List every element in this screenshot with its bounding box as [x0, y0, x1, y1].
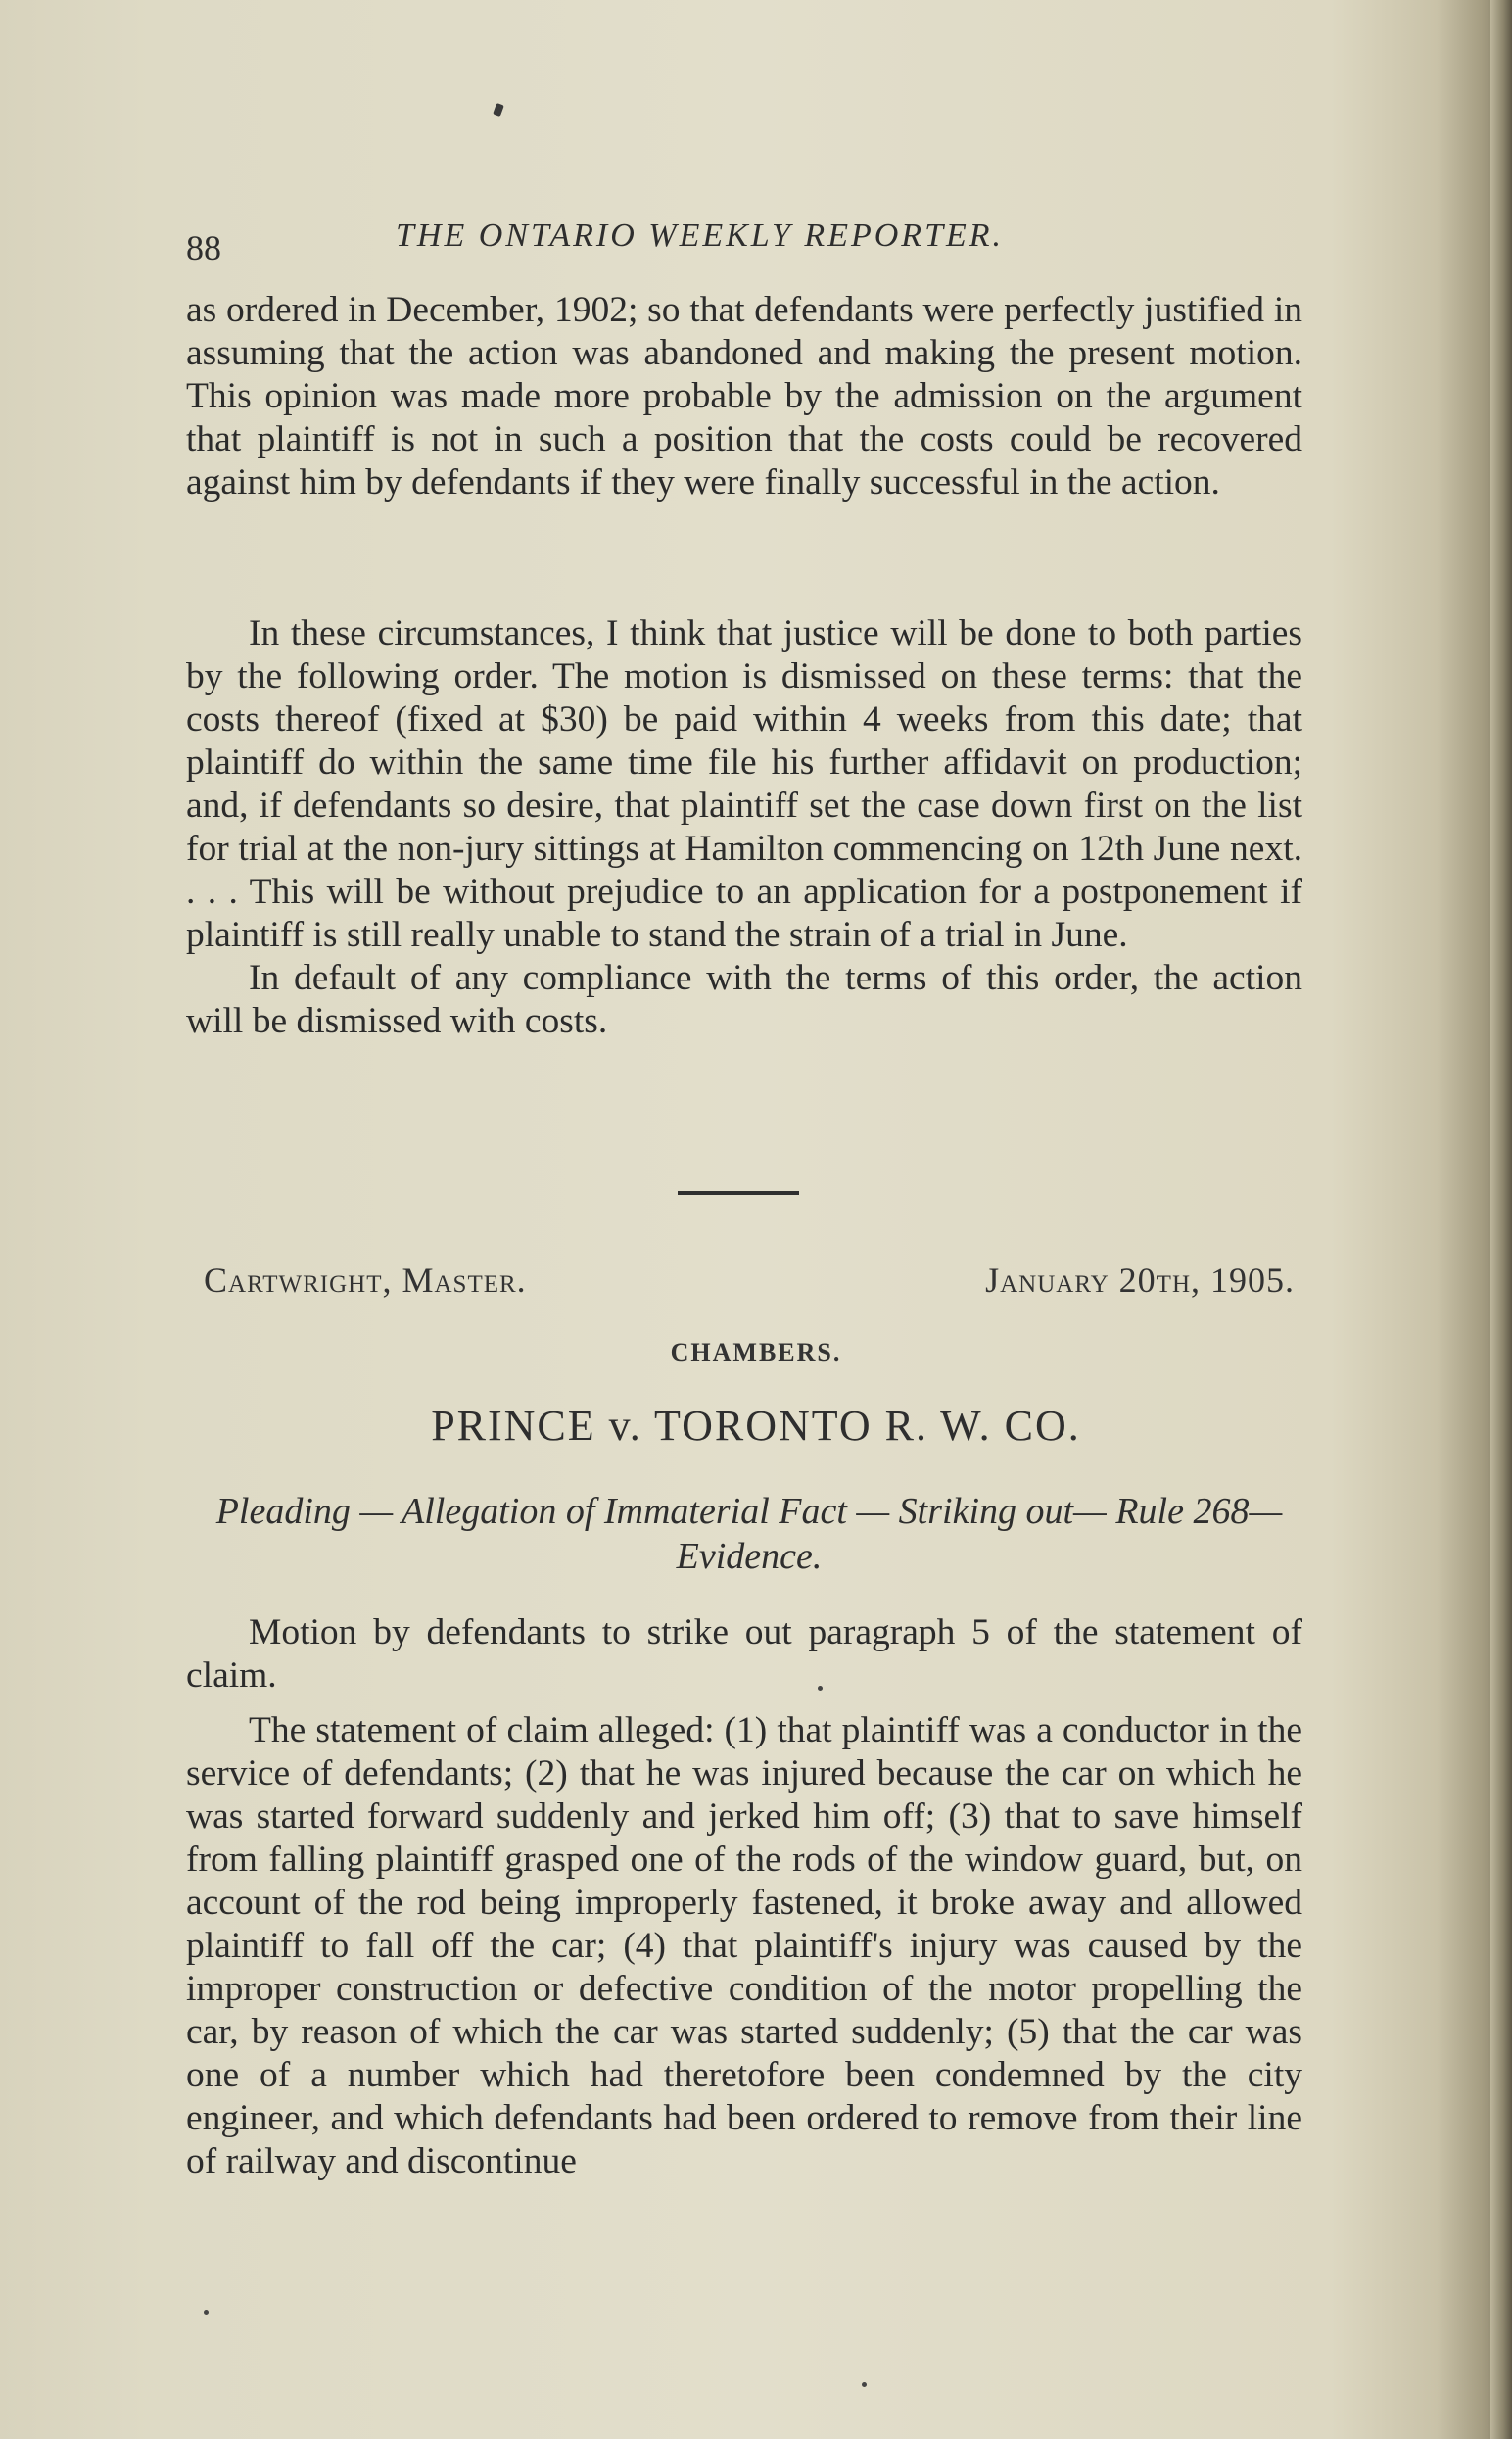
paragraph-statement	[186, 1709, 1302, 2183]
page-edge-shadow	[1490, 0, 1512, 2439]
paragraph-text: The statement of claim alleged: (1) that plaintiff was a conductor in the service of defendants; (2) that he was injured because the car on which he was started forward suddenly and jerked him off; (3) that to save himself from falling plaintiff grasped one of the rods of the window guard, but, on account of the rod being improperly fastened, it broke away and allowed plaintiff to fall off the car; (4) that plaintiff's injury was caused by the improper construction or defective condition of the motor propelling the car, by reason of which the car was started suddenly; (5) that the car was one of a number which had theretofore been condemned by the city engineer, and which defendants had been ordered to remove from their line of railway and discontinue	[186, 1710, 1302, 2181]
journal-title: THE ONTARIO WEEKLY REPORTER.	[396, 217, 1005, 254]
section-divider	[678, 1191, 799, 1195]
page-number: 88	[186, 228, 221, 267]
paragraph-text: In these circumstances, I think that justice will be done to both parties by the following order. The motion is dismissed on these terms: that the costs thereof (fixed at $30) be paid within 4 weeks from this date; that plaintiff do within the same time file his further affidavit on production; and, if defendants so desire, that plaintiff set the case down first on the list for trial at the non-jury sittings at Hamilton commencing on 12th June next. . . . This will be without prejudice to an application for a postponement if plaintiff is still really unable to stand the strain of a trial in June.	[186, 613, 1302, 955]
paragraph-text: In default of any compliance with the terms of this order, the action will be dismissed with costs.	[186, 958, 1302, 1041]
case-title: PRINCE v. TORONTO R. W. CO.	[431, 1402, 1081, 1450]
running-head	[186, 217, 1302, 276]
paragraph-continuation	[186, 289, 1302, 504]
speck	[862, 2382, 867, 2387]
ink-mark	[493, 103, 504, 117]
paragraph-text: Motion by defendants to strike out paragraph 5 of the statement of claim.	[186, 1612, 1302, 1696]
paragraph-order	[186, 612, 1302, 1043]
case-date: January 20th, 1905.	[985, 1261, 1295, 1300]
headnote: Pleading — Allegation of Immaterial Fact — Striking out— Rule 268—Evidence.	[215, 1491, 1283, 1577]
court-name: CHAMBERS.	[670, 1338, 842, 1366]
judge-name: Cartwright, Master.	[204, 1261, 527, 1300]
paragraph-text: as ordered in December, 1902; so that defendants were perfectly justified in assuming that the action was abandoned and making the present motion. This opinion was made more probable by the admission on the argument that plaintiff is not in such a position that the costs could be recovered against him by defendants if they were finally successful in the action.	[186, 290, 1302, 502]
paragraph-motion	[186, 1611, 1302, 1698]
speck	[204, 2310, 209, 2315]
case-meta	[204, 1260, 1295, 1309]
